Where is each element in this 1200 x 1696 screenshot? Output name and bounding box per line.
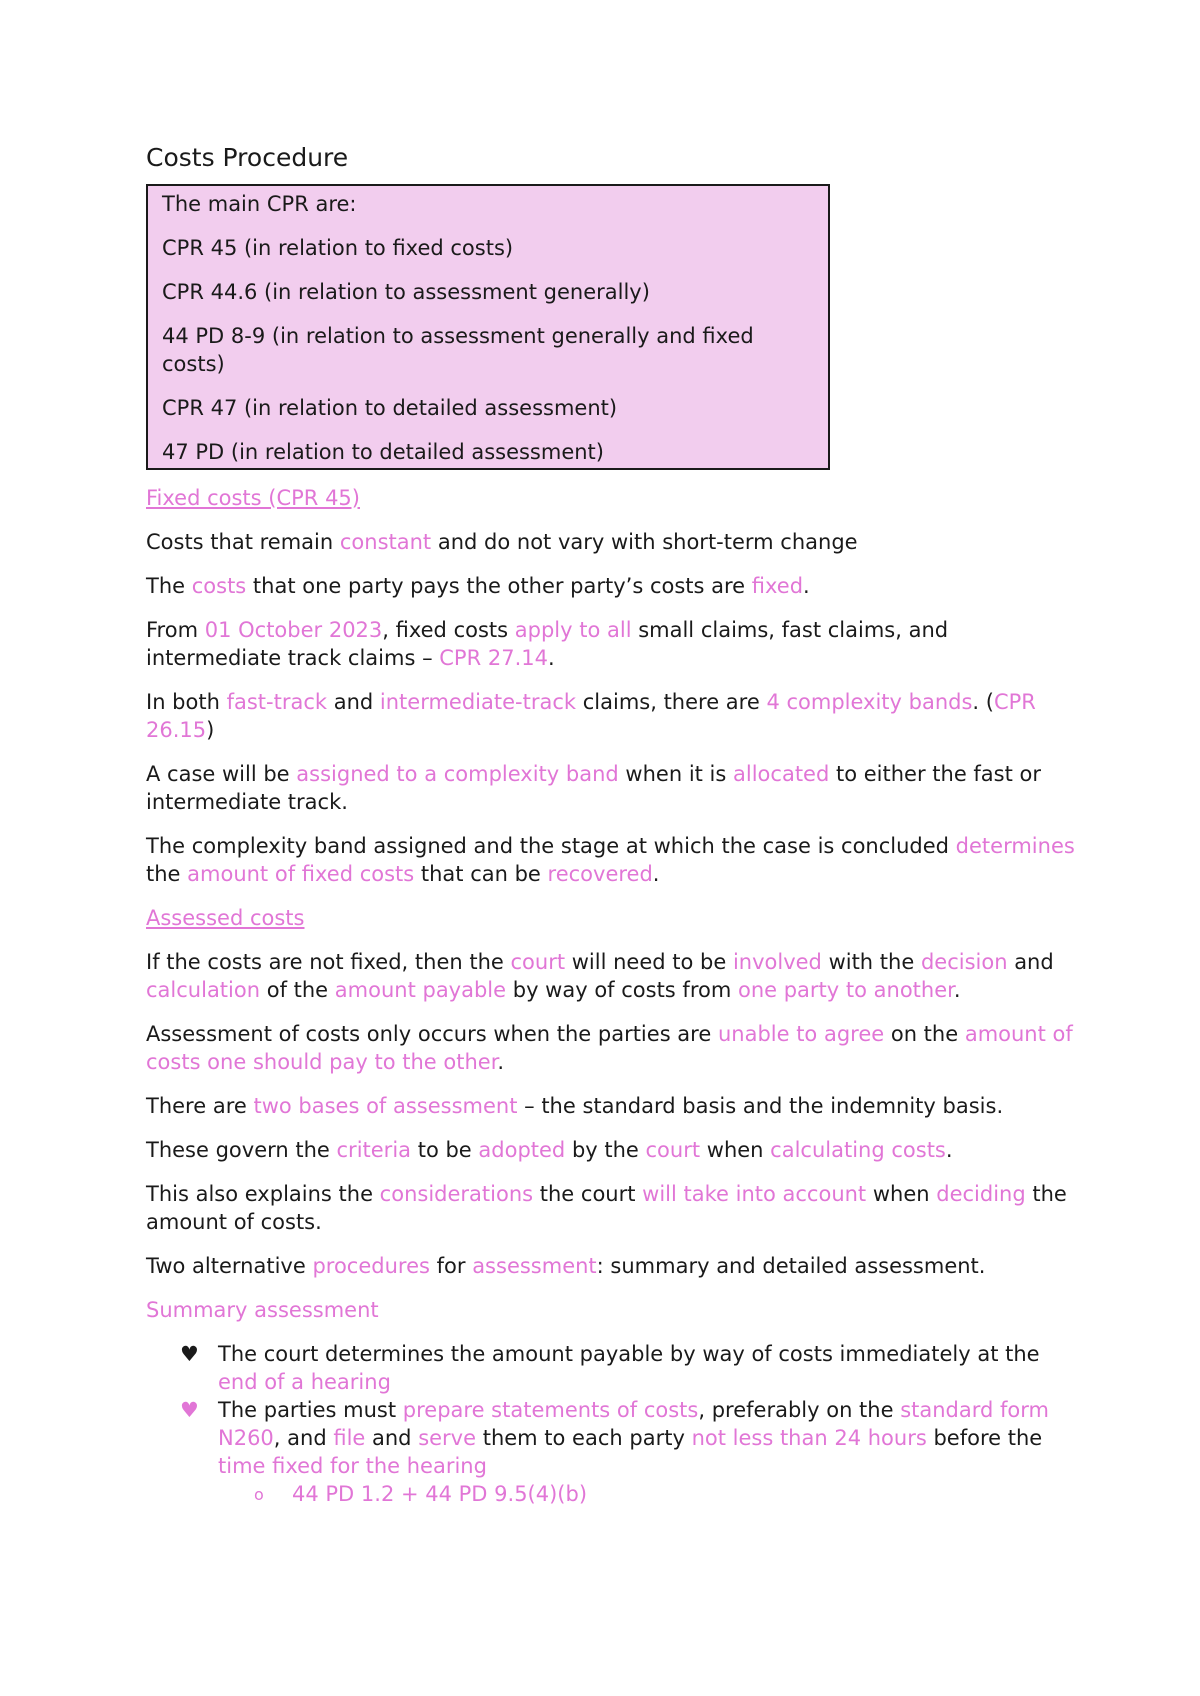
body-text: Costs that remain — [146, 530, 340, 554]
highlighted-text: criteria — [336, 1138, 412, 1162]
body-text: , preferably on the — [698, 1398, 901, 1422]
body-text: the amount of costs. — [146, 1182, 1067, 1234]
body-text: by the — [565, 1138, 646, 1162]
body-text: These govern the — [146, 1138, 337, 1162]
highlighted-text: end of a hearing — [218, 1370, 391, 1394]
cpr-box-line: 47 PD (in relation to detailed assessment) — [162, 440, 604, 464]
highlighted-text: intermediate-track — [379, 690, 577, 714]
body-text: the court — [533, 1182, 643, 1206]
highlighted-text: recovered — [547, 862, 653, 886]
cpr-box-line: The main CPR are: — [162, 192, 357, 216]
body-text: , and — [273, 1426, 334, 1450]
highlighted-text: 4 complexity bands — [766, 690, 973, 714]
highlighted-text: 01 October 2023 — [204, 618, 383, 642]
highlighted-text: determines — [955, 834, 1075, 858]
highlighted-text: two bases of assessment — [253, 1094, 518, 1118]
body-text: . — [652, 862, 660, 886]
body-text: In both — [146, 690, 227, 714]
body-paragraph — [146, 1136, 1076, 1164]
body-text: . — [497, 1050, 505, 1074]
highlighted-text: time fixed for the hearing — [218, 1454, 487, 1478]
body-text: The parties must — [218, 1398, 403, 1422]
section-heading[interactable]: Fixed costs (CPR 45) — [146, 486, 360, 510]
body-text: If the costs are not fixed, then the — [146, 950, 511, 974]
bullet-text — [218, 1398, 1049, 1478]
highlighted-text: costs — [191, 574, 247, 598]
body-text: – the standard basis and the indemnity basis. — [517, 1094, 1004, 1118]
body-text: on the — [884, 1022, 965, 1046]
highlighted-text: amount payable — [334, 978, 507, 1002]
body-text: The court determines the amount payable by way of costs immediately at the — [218, 1342, 1040, 1366]
body-text: . — [547, 646, 555, 670]
body-text: with the — [821, 950, 921, 974]
body-text: for — [429, 1254, 473, 1278]
body-paragraph — [146, 1180, 1076, 1236]
body-text: before the — [926, 1426, 1043, 1450]
highlighted-text: amount of costs one should pay to the other — [146, 1022, 1073, 1074]
highlighted-text: standard form N260 — [218, 1398, 1049, 1450]
highlighted-text: fixed — [751, 574, 804, 598]
body-paragraph — [146, 948, 1076, 1004]
highlighted-text: calculating costs — [770, 1138, 946, 1162]
bullet-text — [218, 1342, 1040, 1394]
section-heading[interactable]: Assessed costs — [146, 906, 305, 930]
cpr-box-line: CPR 45 (in relation to fixed costs) — [162, 236, 514, 260]
body-text: and — [1007, 950, 1054, 974]
highlighted-text: CPR 27.14 — [439, 646, 548, 670]
circle-icon: o — [254, 1485, 264, 1504]
heart-icon: ♥ — [180, 1398, 199, 1422]
body-paragraph — [146, 528, 1076, 556]
heart-icon: ♥ — [180, 1342, 199, 1366]
highlighted-text: not less than 24 hours — [691, 1426, 927, 1450]
body-text: . — [803, 574, 810, 598]
sub-bullet-text: 44 PD 1.2 + 44 PD 9.5(4)(b) — [292, 1482, 588, 1506]
body-text: From — [146, 618, 205, 642]
body-text: that one party pays the other party’s costs are — [246, 574, 752, 598]
highlighted-text: will take into account — [642, 1182, 867, 1206]
sub-bullet-list — [218, 1480, 1076, 1508]
sub-bullet-item — [218, 1480, 1076, 1508]
body-paragraph — [146, 688, 1076, 744]
highlighted-text: constant — [339, 530, 432, 554]
body-text: of the — [260, 978, 335, 1002]
highlighted-text: adopted — [478, 1138, 566, 1162]
body-paragraph — [146, 572, 1076, 600]
cpr-summary-box — [146, 184, 830, 470]
body-text: . — [953, 978, 961, 1002]
highlighted-text: assigned to a complexity band — [296, 762, 619, 786]
highlighted-text: apply to all — [514, 618, 632, 642]
body-text: and do not vary with short-term change — [431, 530, 858, 554]
body-text: and — [365, 1426, 419, 1450]
cpr-box-line: CPR 44.6 (in relation to assessment generally) — [162, 280, 650, 304]
body-paragraph — [146, 1252, 1076, 1280]
body-text: . ( — [972, 690, 994, 714]
body-text: by way of costs from — [506, 978, 738, 1002]
body-text: when it is — [618, 762, 734, 786]
highlighted-text: involved — [732, 950, 822, 974]
body-paragraph — [146, 832, 1076, 888]
highlighted-text: file — [333, 1426, 366, 1450]
body-text: when — [866, 1182, 937, 1206]
page-title: Costs Procedure — [146, 143, 349, 172]
body-text: . — [945, 1138, 953, 1162]
highlighted-text: one party to another — [737, 978, 954, 1002]
highlighted-text: fast-track — [226, 690, 328, 714]
body-text: claims, there are — [576, 690, 767, 714]
document-content — [146, 138, 1076, 1508]
summary-assessment-bullets — [146, 1340, 1076, 1508]
body-text: to either the fast or intermediate track. — [146, 762, 1042, 814]
highlighted-text: prepare statements of costs — [402, 1398, 699, 1422]
highlighted-text: amount of fixed costs — [187, 862, 415, 886]
body-text: will need to be — [565, 950, 733, 974]
body-text: them to each party — [476, 1426, 692, 1450]
body-text: and — [327, 690, 380, 714]
bullet-item — [146, 1340, 1076, 1396]
body-text: There are — [146, 1094, 254, 1118]
cpr-box-line: 44 PD 8-9 (in relation to assessment generally and fixed costs) — [162, 324, 754, 376]
cpr-box-line: CPR 47 (in relation to detailed assessment) — [162, 396, 618, 420]
highlighted-text: serve — [418, 1426, 477, 1450]
body-paragraph — [146, 760, 1076, 816]
body-text: The — [146, 574, 192, 598]
body-text: ) — [206, 718, 215, 742]
highlighted-text: procedures — [312, 1254, 430, 1278]
highlighted-text: calculation — [146, 978, 261, 1002]
section-heading: Summary assessment — [146, 1298, 379, 1322]
highlighted-text: unable to agree — [717, 1022, 885, 1046]
body-text: , fixed costs — [382, 618, 515, 642]
highlighted-text: allocated — [733, 762, 830, 786]
body-text: A case will be — [146, 762, 297, 786]
highlighted-text: decision — [920, 950, 1008, 974]
body-text: small claims, fast claims, and intermediate track claims – — [146, 618, 949, 670]
bullet-item — [146, 1396, 1076, 1508]
document-sections — [146, 484, 1076, 1324]
body-paragraph — [146, 1092, 1076, 1120]
body-paragraph — [146, 616, 1076, 672]
body-text: : summary and detailed assessment. — [596, 1254, 986, 1278]
body-paragraph — [146, 1020, 1076, 1076]
body-text: to be — [411, 1138, 479, 1162]
highlighted-text: assessment — [472, 1254, 597, 1278]
highlighted-text: considerations — [379, 1182, 534, 1206]
body-text: This also explains the — [146, 1182, 380, 1206]
highlighted-text: deciding — [936, 1182, 1026, 1206]
body-text: that can be — [414, 862, 548, 886]
body-text: The complexity band assigned and the stage at which the case is concluded — [146, 834, 956, 858]
body-text: Two alternative — [146, 1254, 313, 1278]
body-text: when — [700, 1138, 771, 1162]
body-text: Assessment of costs only occurs when the parties are — [146, 1022, 718, 1046]
highlighted-text: court — [510, 950, 566, 974]
highlighted-text: CPR 26.15 — [146, 690, 1036, 742]
highlighted-text: court — [645, 1138, 701, 1162]
body-text: the — [146, 862, 188, 886]
